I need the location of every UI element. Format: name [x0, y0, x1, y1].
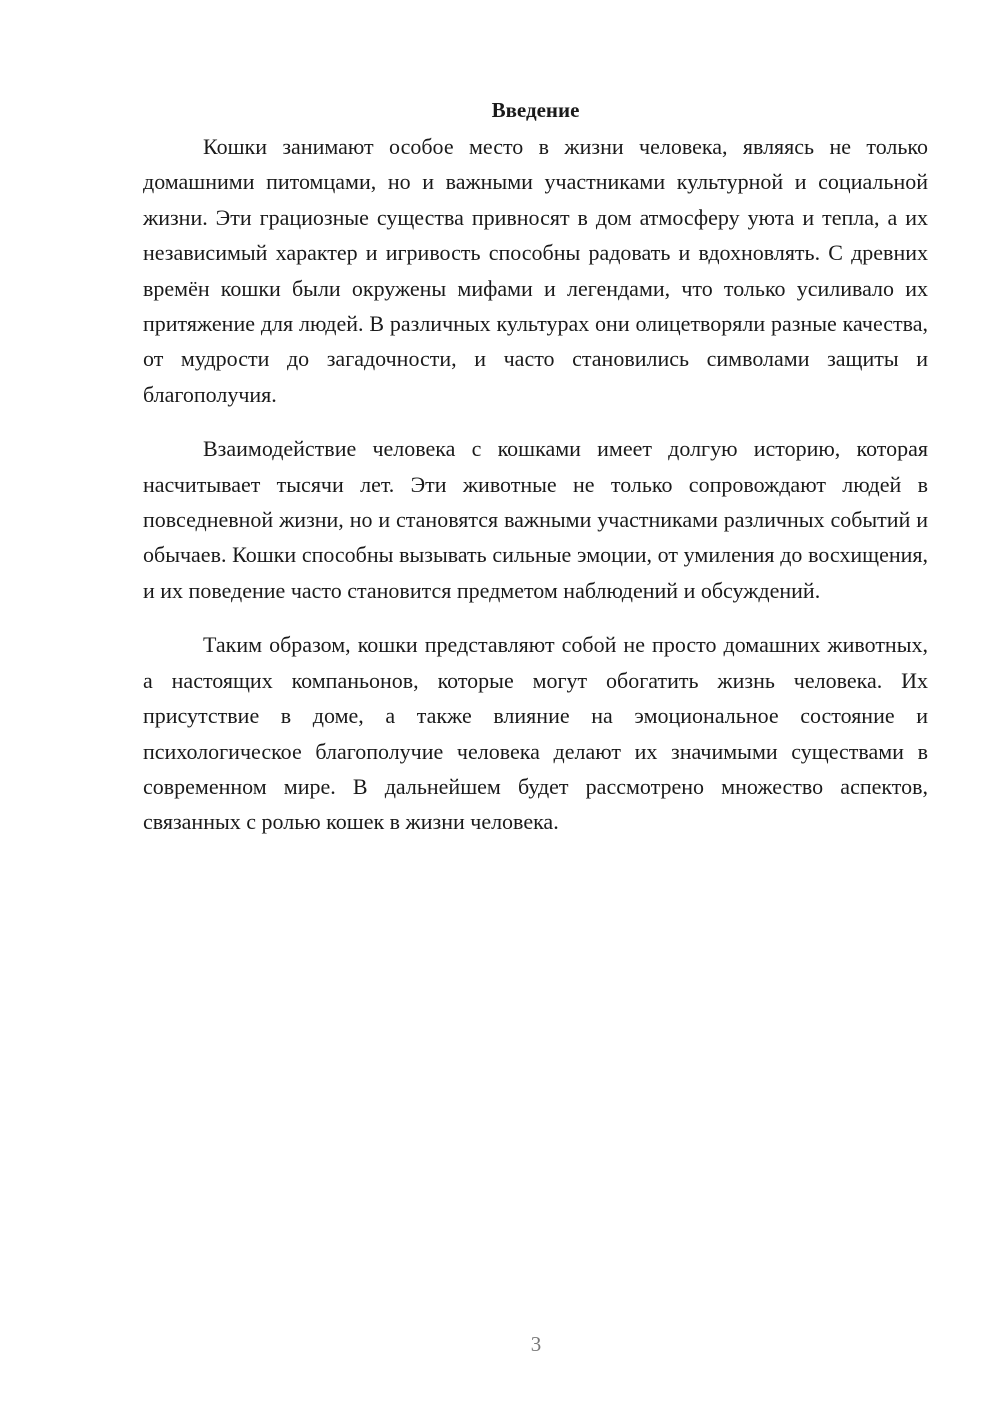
paragraph-3: Таким образом, кошки представляют собой не просто домашних животных, а настоящих компаньонов, которые могут обогатить жизнь человека. Их присутствие в доме, а также влияние на эмоциональное состояние и психологическое благополучие человека делают их значимыми существами в современном мире. В дальнейшем будет рассмотрено множество аспектов, связанных с ролью кошек в жизни человека. — [143, 632, 928, 835]
page-content — [143, 92, 928, 840]
section-heading: Введение — [491, 98, 580, 122]
page-number: 3 — [530, 1332, 542, 1356]
paragraph-1: Кошки занимают особое место в жизни человека, являясь не только домашними питомцами, но и важными участниками культурной и социальной жизни. Эти грациозные существа привносят в дом атмосферу уюта и тепла, а их независимый характер и игривость способны радовать и вдохновлять. С древних времён кошки были окружены мифами и легендами, что только усиливало их притяжение для людей. В различных культурах они олицетворяли разные качества, от мудрости до загадочности, и часто становились символами защиты и благополучия. — [143, 134, 928, 407]
paragraph-2: Взаимодействие человека с кошками имеет долгую историю, которая насчитывает тысячи лет. Эти животные не только сопровождают людей в повседневной жизни, но и становятся важными участниками различных событий и обычаев. Кошки способны вызывать сильные эмоции, от умиления до восхищения, и их поведение часто становится предметом наблюдений и обсуждений. — [143, 436, 928, 603]
